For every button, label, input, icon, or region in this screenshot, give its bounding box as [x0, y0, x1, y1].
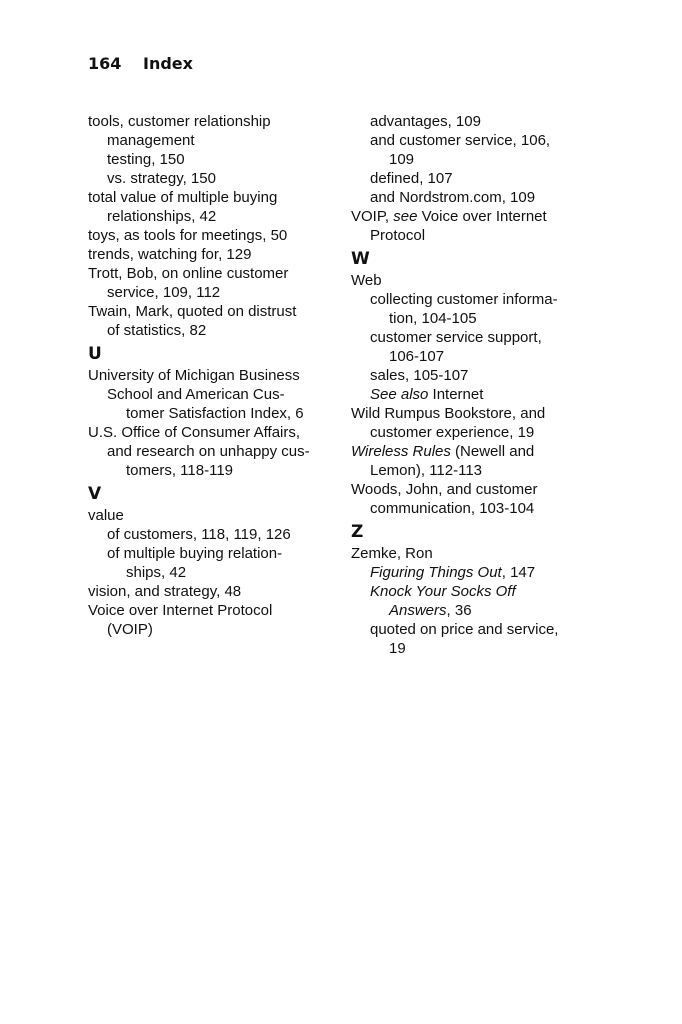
- index-entry: and Nordstrom.com, 109: [370, 189, 536, 206]
- index-entry: U.S. Office of Consumer Affairs,: [88, 424, 301, 441]
- index-entry-text: Voice over Internet: [417, 208, 547, 225]
- index-entry: tools, customer relationship: [88, 113, 271, 130]
- index-entry-text: VOIP,: [351, 208, 394, 225]
- index-entry-text: , 36: [446, 602, 472, 619]
- index-entry: testing, 150: [107, 151, 185, 168]
- index-entry: Trott, Bob, on online customer: [88, 265, 289, 282]
- index-entry: ships, 42: [126, 564, 187, 581]
- index-entry: trends, watching for, 129: [88, 246, 252, 263]
- index-entry: toys, as tools for meetings, 50: [88, 227, 288, 244]
- index-entry: tomer Satisfaction Index, 6: [126, 405, 304, 422]
- index-entry: service, 109, 112: [107, 284, 221, 301]
- index-entry: sales, 105-107: [370, 367, 469, 384]
- index-letter-heading: U: [88, 344, 102, 364]
- page-number: 164: [88, 54, 122, 73]
- index-entry: Twain, Mark, quoted on distrust: [88, 303, 297, 320]
- index-entry: Lemon), 112-113: [370, 462, 483, 479]
- index-entry-text: Answers: [389, 602, 447, 619]
- index-letter-heading: V: [88, 484, 102, 504]
- index-entry-text: , 147: [501, 564, 536, 581]
- index-entry: communication, 103-104: [370, 500, 535, 517]
- index-entry: [351, 582, 601, 601]
- index-entry: Voice over Internet Protocol: [88, 602, 273, 619]
- index-entry: Woods, John, and customer: [351, 481, 538, 498]
- index-entry-text: see: [393, 208, 418, 225]
- index-column-right: [351, 112, 601, 658]
- index-entry: vs. strategy, 150: [107, 170, 216, 187]
- index-entry-text: Figuring Things Out: [370, 564, 502, 581]
- index-entry: of statistics, 82: [107, 322, 207, 339]
- index-entry: 19: [389, 640, 406, 657]
- index-entry: defined, 107: [370, 170, 453, 187]
- index-letter-heading: W: [351, 249, 370, 269]
- index-entry-text: (Newell and: [450, 443, 535, 460]
- page-header: [88, 54, 193, 73]
- index-entry: 106-107: [389, 348, 445, 365]
- index-entry: management: [107, 132, 195, 149]
- index-entry: Zemke, Ron: [351, 545, 433, 562]
- index-entry: Protocol: [370, 227, 426, 244]
- index-column-left: [88, 112, 338, 639]
- index-entry: of customers, 118, 119, 126: [107, 526, 291, 543]
- index-entry-text: Internet: [428, 386, 484, 403]
- index-entry: Web: [351, 272, 382, 289]
- index-entry-text: Knock Your Socks Off: [370, 583, 516, 600]
- index-entry: University of Michigan Business: [88, 367, 300, 384]
- index-entry: Wild Rumpus Bookstore, and: [351, 405, 546, 422]
- index-entry: tomers, 118-119: [126, 462, 233, 479]
- index-entry: vision, and strategy, 48: [88, 583, 242, 600]
- index-entry: collecting customer informa-: [370, 291, 558, 308]
- index-entry: 109: [389, 151, 415, 168]
- section-title: Index: [142, 54, 193, 73]
- index-entry: [351, 442, 601, 461]
- index-entry: total value of multiple buying: [88, 189, 278, 206]
- index-entry: customer service support,: [370, 329, 542, 346]
- index-entry: tion, 104-105: [389, 310, 477, 327]
- index-entry: quoted on price and service,: [370, 621, 559, 638]
- index-entry: [351, 601, 601, 620]
- index-entry-text: Wireless Rules: [351, 443, 451, 460]
- index-entry: of multiple buying relation-: [107, 545, 283, 562]
- index-entry: relationships, 42: [107, 208, 217, 225]
- index-entry: (VOIP): [107, 621, 153, 638]
- index-entry-text: See also: [370, 386, 429, 403]
- index-entry: advantages, 109: [370, 113, 481, 130]
- index-entry: [351, 385, 601, 404]
- index-entry: [351, 207, 601, 226]
- index-entry: value: [88, 507, 124, 524]
- index-entry: School and American Cus-: [107, 386, 285, 403]
- index-entry: and research on unhappy cus-: [107, 443, 310, 460]
- index-letter-heading: Z: [351, 522, 364, 542]
- index-entry: [351, 563, 601, 582]
- index-entry: customer experience, 19: [370, 424, 535, 441]
- index-entry: and customer service, 106,: [370, 132, 551, 149]
